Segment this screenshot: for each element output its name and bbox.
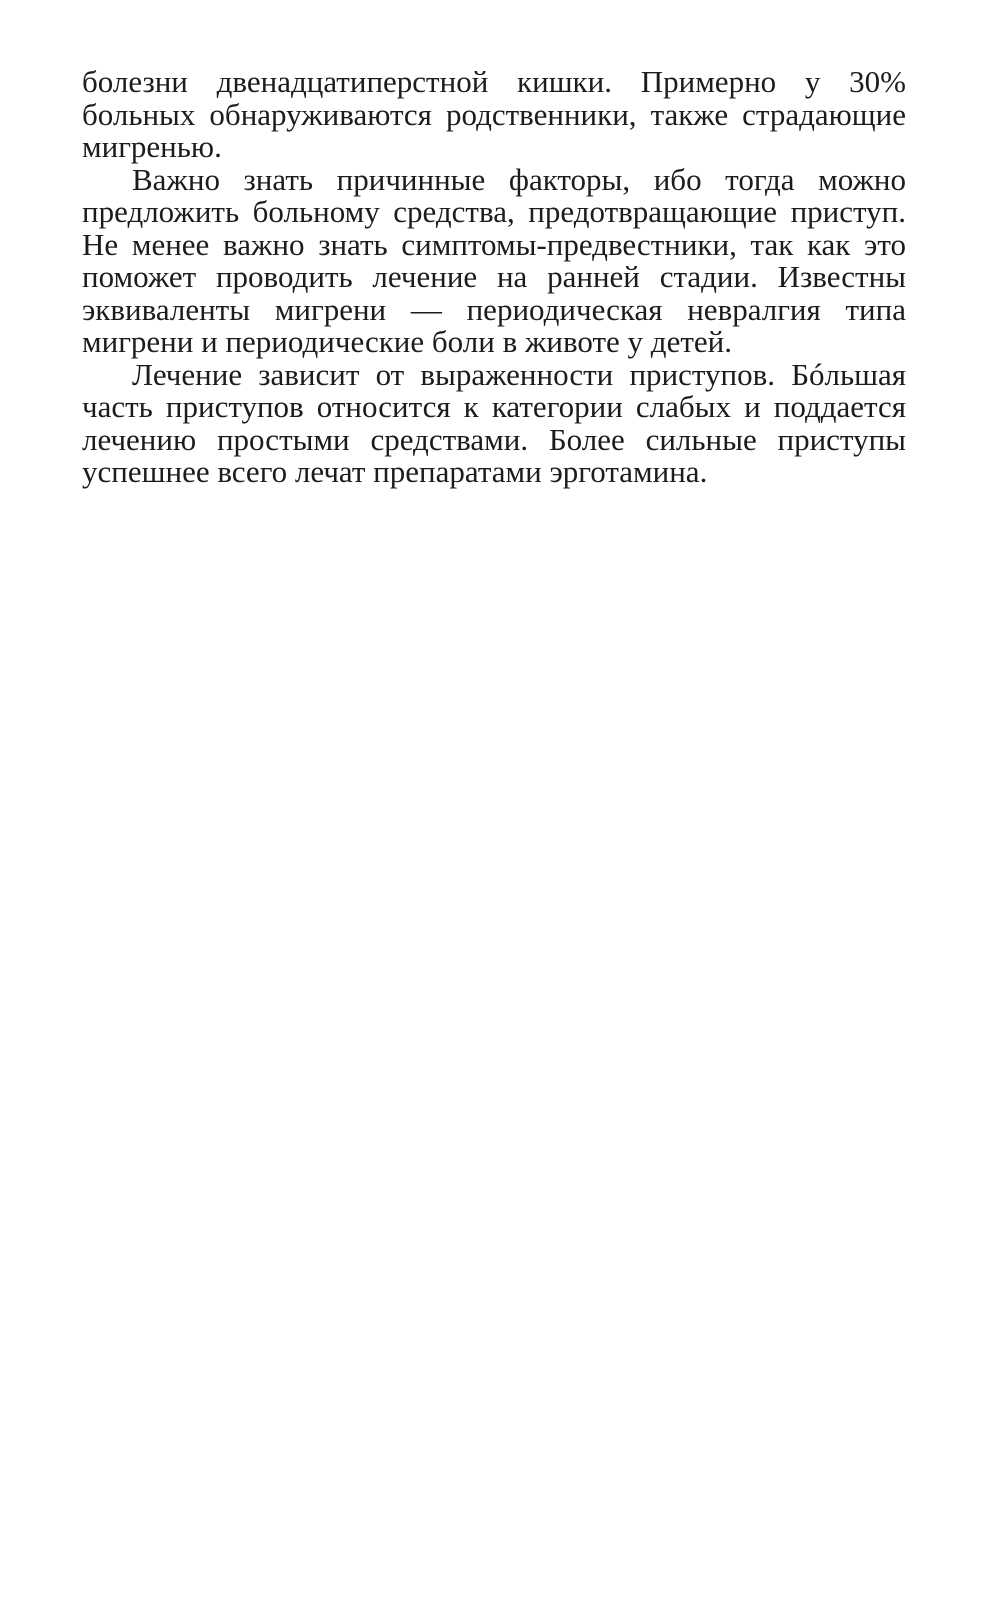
paragraph-treatment: Лечение зависит от выраженности приступов. Бóльшая часть приступов относится к категории слабых и поддается лечению простыми средствами. Более сильные приступы успешнее всего лечат препаратами эрготамина.	[82, 356, 906, 489]
paragraph-continuation: болезни двенадцатиперстной кишки. Примерно у 30% больных обнаруживаются родственники, также страдающие мигренью.	[82, 64, 906, 164]
document-page	[82, 66, 906, 489]
paragraph-causal-factors: Важно знать причинные факторы, ибо тогда можно предложить больному средства, предотвращающие приступ. Не менее важно знать симптомы-предвестники, так как это поможет проводить лечение на ранней стадии. Известны эквиваленты мигрени — периодическая невралгия типа мигрени и периодические боли в животе у детей.	[82, 161, 906, 359]
